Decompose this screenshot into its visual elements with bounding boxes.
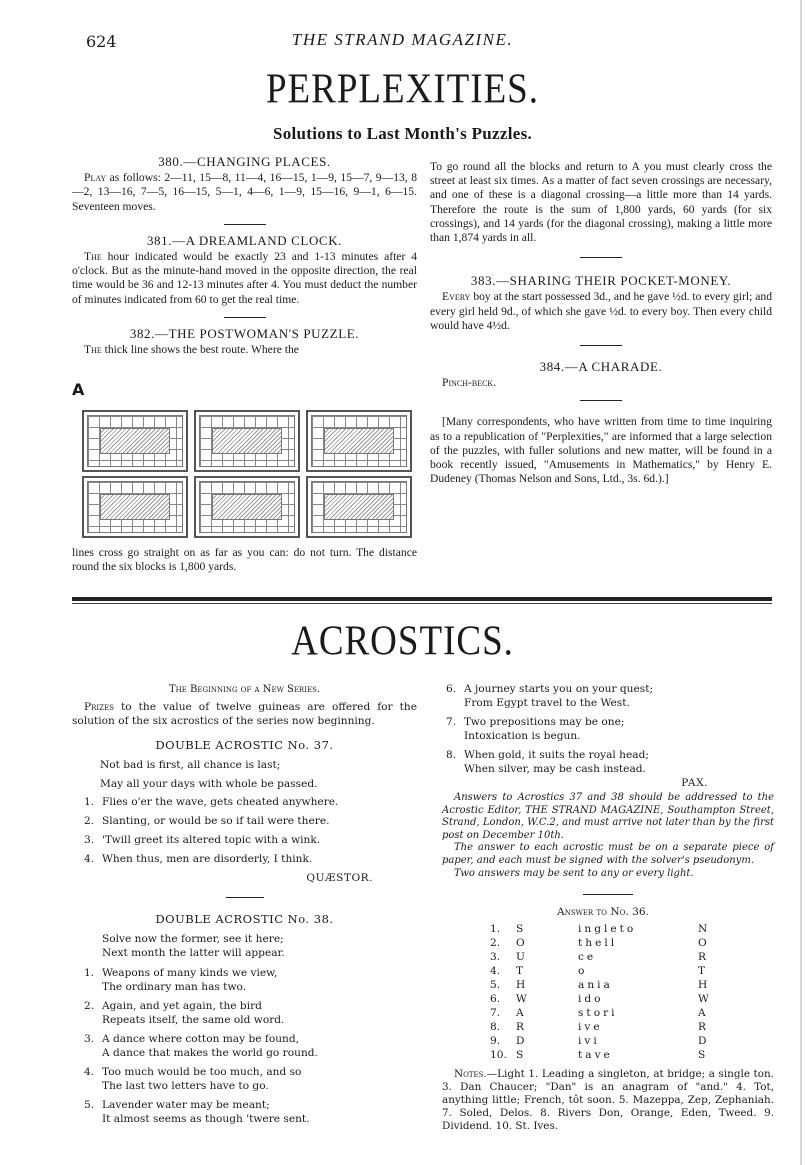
perplexities-right-column: [430, 160, 772, 486]
answer-row: 1. S ingleto N: [490, 923, 708, 936]
light-item: [84, 1032, 417, 1060]
light-item: [84, 1098, 417, 1126]
light-item: [446, 682, 774, 710]
section-divider: [72, 597, 772, 604]
light-line: When thus, men are disorderly, I think.: [102, 853, 313, 865]
answer-row: 7. A stori A: [490, 1007, 706, 1020]
light-item: [84, 999, 417, 1027]
acrostic-37-signature: QUÆSTOR.: [306, 872, 373, 884]
running-head: THE STRAND MAGAZINE.: [291, 30, 514, 49]
body-text: lines cross go straight on as far as you can: do not turn. The distance round the six blocks is 1,800 yards.: [72, 546, 417, 574]
puzzle-382-heading: 382.—THE POSTWOMAN'S PUZZLE.: [129, 325, 360, 341]
lead-word: Pinch-beck.: [442, 376, 497, 390]
acrostic-38-signature: PAX.: [681, 777, 708, 789]
answer-row: 3. U ce R: [490, 951, 706, 964]
city-block: [82, 410, 188, 472]
light-line: Lavender water may be meant;: [102, 1099, 270, 1111]
acrostic-37-intro: [72, 758, 417, 791]
acrostic-38-heading: DOUBLE ACROSTIC No. 38.: [155, 912, 334, 926]
series-heading: The Beginning of a New Series.: [168, 684, 321, 695]
puzzle-380-solution: [72, 171, 417, 214]
light-number: 8.: [446, 749, 457, 761]
light-line: Too much would be too much, and so: [102, 1066, 302, 1078]
intro-line: Solve now the former, see it here;: [102, 933, 284, 945]
section-rule: [583, 894, 633, 895]
answer-row: 4. T o T: [490, 965, 706, 978]
lead-word: Play: [84, 171, 107, 185]
light-item: [84, 795, 417, 809]
perplexities-title: PERPLEXITIES.: [265, 65, 540, 114]
answer-36-heading: Answer to No. 36.: [557, 906, 649, 919]
lead-word: The: [84, 343, 102, 357]
light-number: 1.: [84, 967, 95, 979]
light-line: When gold, it suits the royal head;: [464, 749, 649, 761]
light-number: 6.: [446, 683, 457, 695]
acrostic-38-lights-continued: [442, 682, 774, 776]
acrostic-37-heading: DOUBLE ACROSTIC No. 37.: [155, 738, 334, 752]
answer-row: 6. W ido W: [490, 993, 709, 1006]
answer-row: 9. D ivi D: [490, 1035, 707, 1048]
body-text: as follows: 2—11, 15—8, 11—4, 16—15, 1—9, 15—7, 9—13, 8—2, 13—16, 7—5, 16—15, 5—1, 4—6, 1—9, 15—16, 9—1, 6—15. Seventeen moves.: [72, 171, 417, 213]
section-rule: [224, 317, 266, 318]
light-number: 2.: [84, 815, 95, 827]
answer-row: 8. R ive R: [490, 1021, 706, 1034]
answer-row: 5. H ania H: [490, 979, 708, 992]
light-line: A journey starts you on your quest;: [464, 683, 654, 695]
body-text: to the value of twelve guineas are offered for the solution of the six acrostics of the series now beginning.: [72, 701, 417, 727]
intro-line: Not bad is first, all chance is last;: [100, 759, 281, 771]
section-rule: [580, 400, 622, 401]
light-item: [84, 852, 417, 866]
instruction-paragraph: The answer to each acrostic must be on a separate piece of paper, and each must be signed with the solver's pseudonym.: [442, 842, 774, 866]
light-line: The ordinary man has two.: [102, 981, 247, 993]
light-item: [446, 715, 774, 743]
lead-word: Every: [442, 290, 471, 304]
city-block: [194, 410, 300, 472]
instruction-paragraph: Answers to Acrostics 37 and 38 should be addressed to the Acrostic Editor, THE STRAND MAGAZINE, Southampton Street, Strand, London, W.C.2, and must arrive not later than by the first post on December 10th.: [442, 792, 774, 841]
light-line: The last two letters have to go.: [102, 1080, 269, 1092]
puzzle-380-heading: 380.—CHANGING PLACES.: [158, 154, 331, 169]
light-line: Flies o'er the wave, gets cheated anywhere.: [102, 796, 339, 808]
perplexities-left-column: [72, 155, 417, 357]
city-block: [82, 476, 188, 538]
acrostic-37-lights: [72, 795, 417, 866]
submission-instructions: [442, 792, 774, 880]
section-rule: [580, 257, 622, 258]
light-number: 5.: [84, 1099, 95, 1111]
light-number: 1.: [84, 796, 95, 808]
intro-line: May all your days with whole be passed.: [100, 778, 318, 790]
light-line: A dance that makes the world go round.: [102, 1047, 318, 1059]
city-block: [306, 476, 412, 538]
answer-36-notes: [442, 1068, 774, 1133]
light-line: Weapons of many kinds we view,: [102, 967, 278, 979]
puzzle-382-after-diagram: [72, 546, 417, 574]
acrostic-38-intro: [72, 932, 417, 960]
body-text: thick line shows the best route. Where the: [101, 343, 299, 357]
dudeney-book-note: [Many correspondents, who have written from time to time inquiring as to a republication of "Perplexities," are informed that a large selection of the puzzles, with fuller solutions and new matter, will be found in a book recently issued, "Amusements in Mathematics," by Henry E. Dudeney (Thomas Nelson and Sons, Ltd., 3s. 6d.).]: [430, 415, 772, 486]
puzzle-383-solution: [430, 290, 772, 333]
perplexities-subtitle: Solutions to Last Month's Puzzles.: [272, 124, 533, 143]
puzzle-384-heading: 384.—A CHARADE.: [539, 359, 663, 375]
section-rule: [580, 345, 622, 346]
light-line: From Egypt travel to the West.: [464, 697, 630, 709]
light-number: 4.: [84, 1066, 95, 1078]
light-item: [446, 748, 774, 776]
section-rule: [226, 897, 264, 898]
light-line: 'Twill greet its altered topic with a wink.: [102, 834, 321, 846]
section-rule: [224, 224, 266, 225]
light-line: A dance where cotton may be found,: [102, 1033, 299, 1045]
puzzle-384-solution: [430, 376, 772, 390]
lead-word: The: [84, 250, 102, 264]
diagram-start-label: A: [72, 380, 85, 399]
light-number: 2.: [84, 1000, 95, 1012]
puzzle-383-heading: 383.—SHARING THEIR POCKET-MONEY.: [470, 273, 732, 289]
light-item: [84, 966, 417, 994]
city-blocks: [82, 410, 414, 546]
body-text: boy at the start possessed 3d., and he gave ½d. to every girl; and every girl held 9d., of which she gave ½d. to every boy. Then every child would have 4½d.: [430, 290, 772, 332]
light-line: Again, and yet again, the bird: [102, 1000, 262, 1012]
acrostics-title: ACROSTICS.: [291, 617, 514, 666]
light-line: Intoxication is begun.: [464, 730, 581, 742]
city-block: [306, 410, 412, 472]
page-edge: [800, 0, 802, 1165]
answer-row: 10. S tave S: [490, 1049, 706, 1062]
body-text: hour indicated would be exactly 23 and 1-13 minutes after 4 o'clock. But as the minute-hand moved in the opposite direction, the real time would be 36 and 12-13 minutes after 4. You must deduct the number of minutes indicated from 60 to get the real time.: [72, 250, 417, 306]
postwoman-route-diagram: [70, 380, 420, 540]
light-number: 7.: [446, 716, 457, 728]
answer-36-table: [490, 922, 718, 1062]
intro-line: Next month the latter will appear.: [102, 947, 285, 959]
notes-lead: Notes.: [454, 1068, 487, 1081]
light-line: Slanting, or would be so if tail were there.: [102, 815, 330, 827]
answer-row: 2. O thell O: [490, 937, 707, 950]
light-line: It almost seems as though 'twere sent.: [102, 1113, 310, 1125]
acrostics-right-column: [442, 682, 774, 1133]
page-number: 624: [86, 32, 117, 51]
light-line: Two prepositions may be one;: [464, 716, 625, 728]
instruction-paragraph: Two answers may be sent to any or every light.: [454, 867, 694, 879]
light-number: 4.: [84, 853, 95, 865]
prizes-text: [72, 700, 417, 728]
acrostics-left-column: [72, 683, 417, 1131]
acrostic-38-lights: [72, 966, 417, 1126]
light-number: 3.: [84, 1033, 95, 1045]
light-item: [84, 814, 417, 828]
light-item: [84, 1065, 417, 1093]
light-line: When silver, may be cash instead.: [464, 763, 646, 775]
notes-body: —Light 1. Leading a singleton, at bridge; a single ton. 3. Dan Chaucer; "Dan" is an anagram of "and." 4. Tot, anything little; French, tôt soon. 5. Mazeppa, Zep, Zephaniah. 7. Soled, Delos. 8. Rivers Don, Orange, Eden, Tweed. 9. Dividend. 10. St. Ives.: [442, 1068, 774, 1133]
city-block: [194, 476, 300, 538]
puzzle-381-heading: 381.—A DREAMLAND CLOCK.: [146, 232, 343, 248]
light-number: 3.: [84, 834, 95, 846]
light-line: Repeats itself, the same old word.: [102, 1014, 285, 1026]
puzzle-381-solution: [72, 250, 417, 307]
puzzle-382-solution-start: [72, 343, 417, 357]
lead-word: Prizes: [84, 701, 114, 713]
puzzle-382-solution-continued: To go round all the blocks and return to A you must clearly cross the street at least six times. As a matter of fact seven crossings are necessary, and one of these is a diagonal crossing—a little more than 14 yards. Therefore the route is the sum of 1,800 yards, 60 yards (for six crossings), and 14 yards (for the diagonal crossing), making a little more than 1,874 yards in all.: [430, 160, 772, 245]
light-item: [84, 833, 417, 847]
